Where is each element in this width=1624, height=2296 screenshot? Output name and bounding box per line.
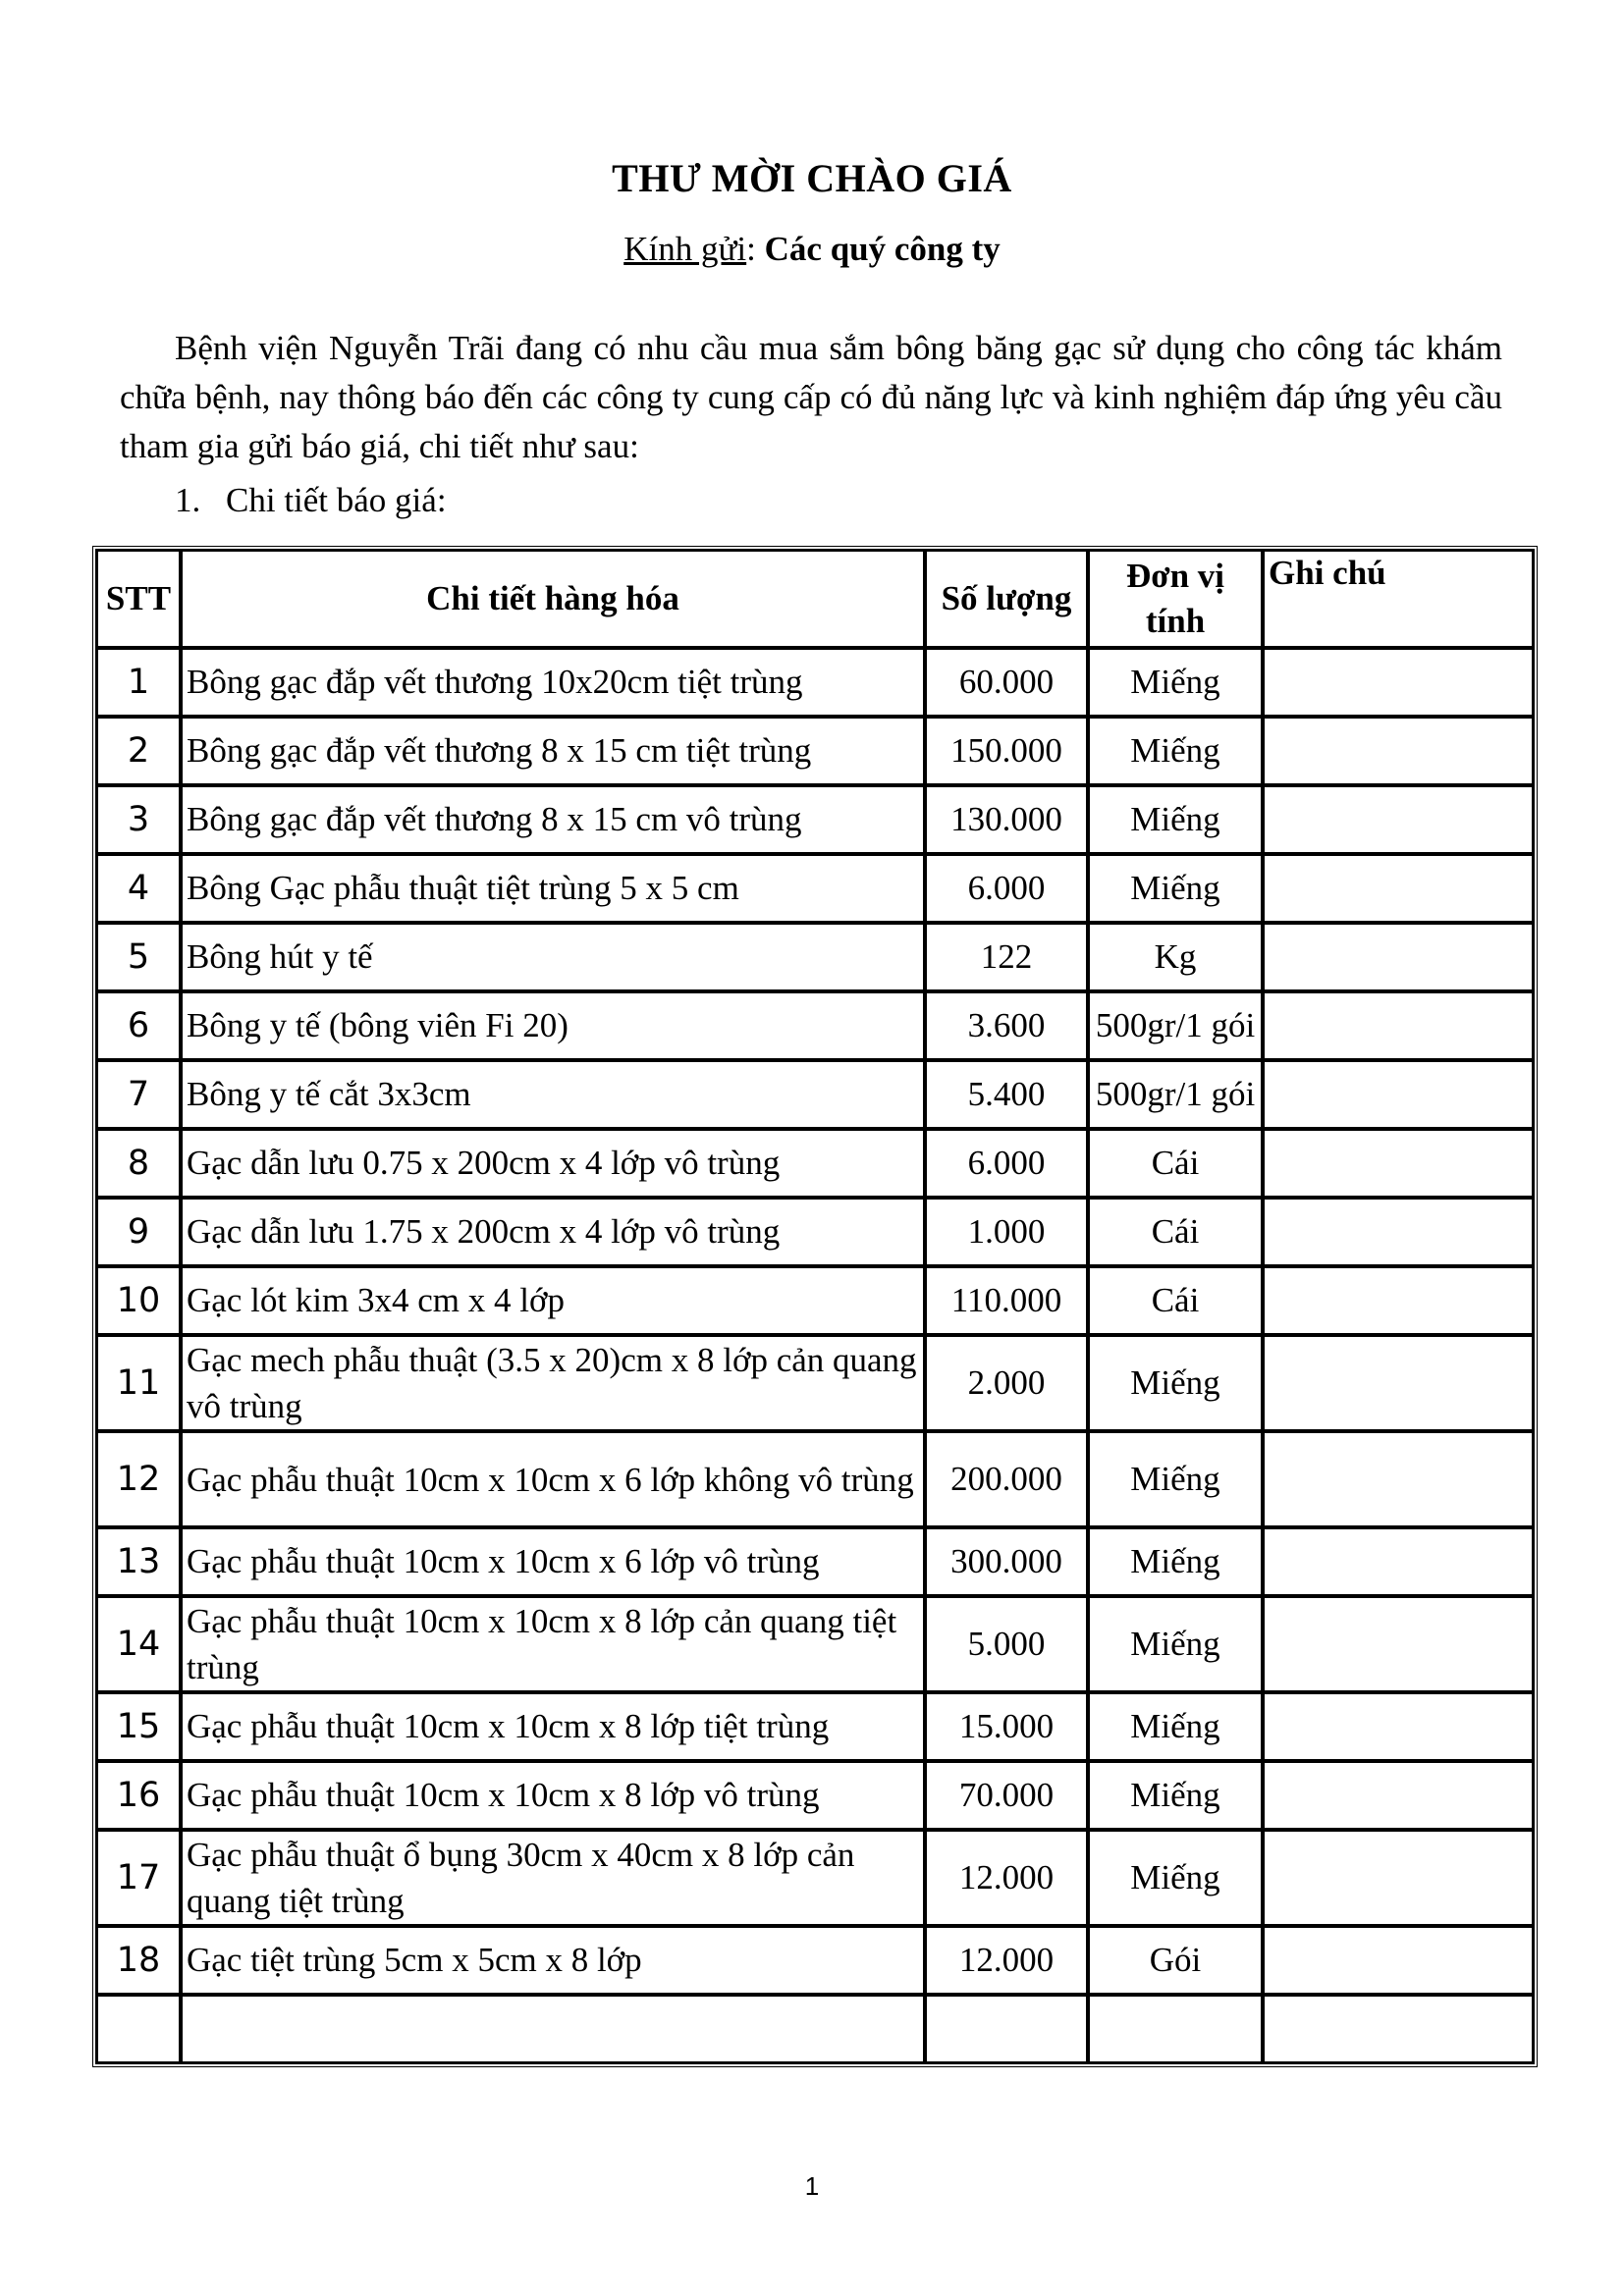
table-row <box>96 1266 1534 1335</box>
document-title: THƯ MỜI CHÀO GIÁ <box>612 156 1012 200</box>
row-quantity: 150.000 <box>925 717 1088 785</box>
row-stt: 7 <box>96 1060 181 1129</box>
row-unit: Miếng <box>1088 854 1263 923</box>
header-item: Chi tiết hàng hóa <box>181 550 925 648</box>
empty-cell <box>96 1995 181 2063</box>
header-stt: STT <box>96 550 181 648</box>
table-row <box>96 1761 1534 1830</box>
row-unit: Cái <box>1088 1266 1263 1335</box>
table-row <box>96 1335 1534 1431</box>
row-stt: 10 <box>96 1266 181 1335</box>
page-number: 1 <box>804 2171 820 2201</box>
row-quantity: 2.000 <box>925 1335 1088 1431</box>
row-note <box>1263 1926 1534 1995</box>
row-note <box>1263 854 1534 923</box>
row-note <box>1263 1431 1534 1527</box>
row-quantity: 12.000 <box>925 1926 1088 1995</box>
row-item: Gạc tiệt trùng 5cm x 5cm x 8 lớp <box>181 1926 925 1995</box>
row-unit: 500gr/1 gói <box>1088 1060 1263 1129</box>
row-stt: 9 <box>96 1198 181 1266</box>
row-quantity: 1.000 <box>925 1198 1088 1266</box>
row-note <box>1263 1692 1534 1761</box>
row-note <box>1263 1060 1534 1129</box>
table-row <box>96 923 1534 991</box>
row-stt: 6 <box>96 991 181 1060</box>
table-row <box>96 1129 1534 1198</box>
row-unit: Miếng <box>1088 1431 1263 1527</box>
greeting-label: Kính gửi <box>623 230 747 268</box>
table-row <box>96 717 1534 785</box>
row-unit: Miếng <box>1088 1830 1263 1926</box>
header-unit-line2: tính <box>1145 602 1206 640</box>
row-note <box>1263 648 1534 717</box>
row-item: Gạc phẫu thuật 10cm x 10cm x 6 lớp không vô trùng <box>181 1431 925 1527</box>
greeting-line <box>0 230 1624 269</box>
row-quantity: 3.600 <box>925 991 1088 1060</box>
row-quantity: 12.000 <box>925 1830 1088 1926</box>
row-note <box>1263 1830 1534 1926</box>
row-unit: Miếng <box>1088 785 1263 854</box>
table-row <box>96 1198 1534 1266</box>
section-number: 1. <box>175 481 201 519</box>
table-row <box>96 1596 1534 1692</box>
row-stt: 11 <box>96 1335 181 1431</box>
row-unit: Cái <box>1088 1198 1263 1266</box>
row-note <box>1263 1129 1534 1198</box>
table-row <box>96 785 1534 854</box>
row-item: Bông hút y tế <box>181 923 925 991</box>
row-note <box>1263 1596 1534 1692</box>
row-unit: Miếng <box>1088 717 1263 785</box>
row-quantity: 70.000 <box>925 1761 1088 1830</box>
row-item: Gạc dẫn lưu 0.75 x 200cm x 4 lớp vô trùng <box>181 1129 925 1198</box>
row-stt: 16 <box>96 1761 181 1830</box>
row-note <box>1263 991 1534 1060</box>
quote-table <box>92 546 1538 2067</box>
row-note <box>1263 1266 1534 1335</box>
row-unit: Miếng <box>1088 1596 1263 1692</box>
intro-paragraph: Bệnh viện Nguyễn Trãi đang có nhu cầu mua sắm bông băng gạc sử dụng cho công tác khám chữa bệnh, nay thông báo đến các công ty cung cấp có đủ năng lực và kinh nghiệm đáp ứng yêu cầu tham gia gửi báo giá, chi tiết như sau: <box>120 329 1502 465</box>
row-item: Gạc phẫu thuật 10cm x 10cm x 8 lớp cản quang tiệt trùng <box>181 1596 925 1692</box>
row-stt: 2 <box>96 717 181 785</box>
empty-cell <box>925 1995 1088 2063</box>
empty-cell <box>1088 1995 1263 2063</box>
row-note <box>1263 1335 1534 1431</box>
row-unit: Kg <box>1088 923 1263 991</box>
row-item: Gạc phẫu thuật 10cm x 10cm x 8 lớp tiệt trùng <box>181 1692 925 1761</box>
table-row <box>96 648 1534 717</box>
section-title: Chi tiết báo giá: <box>226 481 447 519</box>
row-note <box>1263 1198 1534 1266</box>
table-row <box>96 1431 1534 1527</box>
greeting-separator: : <box>746 230 765 268</box>
row-item: Gạc lót kim 3x4 cm x 4 lớp <box>181 1266 925 1335</box>
row-note <box>1263 785 1534 854</box>
row-stt: 12 <box>96 1431 181 1527</box>
row-stt: 8 <box>96 1129 181 1198</box>
row-note <box>1263 1527 1534 1596</box>
row-stt: 4 <box>96 854 181 923</box>
row-quantity: 130.000 <box>925 785 1088 854</box>
table-row <box>96 1692 1534 1761</box>
row-note <box>1263 923 1534 991</box>
row-stt: 15 <box>96 1692 181 1761</box>
row-item: Gạc dẫn lưu 1.75 x 200cm x 4 lớp vô trùng <box>181 1198 925 1266</box>
table-row-empty <box>96 1995 1534 2063</box>
row-note <box>1263 1761 1534 1830</box>
row-unit: Miếng <box>1088 1692 1263 1761</box>
row-quantity: 5.400 <box>925 1060 1088 1129</box>
row-item: Gạc phẫu thuật ổ bụng 30cm x 40cm x 8 lớp cản quang tiệt trùng <box>181 1830 925 1926</box>
row-item: Gạc mech phẫu thuật (3.5 x 20)cm x 8 lớp cản quang vô trùng <box>181 1335 925 1431</box>
row-item: Gạc phẫu thuật 10cm x 10cm x 8 lớp vô trùng <box>181 1761 925 1830</box>
table-row <box>96 1060 1534 1129</box>
table-row <box>96 1527 1534 1596</box>
row-quantity: 6.000 <box>925 854 1088 923</box>
row-stt: 1 <box>96 648 181 717</box>
header-unit <box>1088 550 1263 648</box>
header-unit-line1: Đơn vị <box>1125 557 1225 595</box>
row-quantity: 110.000 <box>925 1266 1088 1335</box>
header-qty: Số lượng <box>925 550 1088 648</box>
row-quantity: 60.000 <box>925 648 1088 717</box>
row-unit: Gói <box>1088 1926 1263 1995</box>
row-stt: 5 <box>96 923 181 991</box>
section-heading <box>175 481 447 520</box>
row-item: Bông y tế cắt 3x3cm <box>181 1060 925 1129</box>
row-quantity: 15.000 <box>925 1692 1088 1761</box>
row-unit: Miếng <box>1088 1335 1263 1431</box>
empty-cell <box>181 1995 925 2063</box>
row-item: Gạc phẫu thuật 10cm x 10cm x 6 lớp vô trùng <box>181 1527 925 1596</box>
greeting-recipient: Các quý công ty <box>764 230 1001 268</box>
row-note <box>1263 717 1534 785</box>
row-stt: 14 <box>96 1596 181 1692</box>
row-unit: Miếng <box>1088 1761 1263 1830</box>
row-stt: 17 <box>96 1830 181 1926</box>
row-item: Bông Gạc phẫu thuật tiệt trùng 5 x 5 cm <box>181 854 925 923</box>
row-item: Bông gạc đắp vết thương 10x20cm tiệt trùng <box>181 648 925 717</box>
table-row <box>96 1830 1534 1926</box>
empty-cell <box>1263 1995 1534 2063</box>
row-quantity: 6.000 <box>925 1129 1088 1198</box>
row-quantity: 5.000 <box>925 1596 1088 1692</box>
row-unit: 500gr/1 gói <box>1088 991 1263 1060</box>
row-quantity: 300.000 <box>925 1527 1088 1596</box>
row-item: Bông gạc đắp vết thương 8 x 15 cm tiệt trùng <box>181 717 925 785</box>
table-header-row <box>96 550 1534 648</box>
row-quantity: 200.000 <box>925 1431 1088 1527</box>
row-quantity: 122 <box>925 923 1088 991</box>
row-stt: 13 <box>96 1527 181 1596</box>
table-row <box>96 854 1534 923</box>
row-unit: Miếng <box>1088 1527 1263 1596</box>
table-row <box>96 1926 1534 1995</box>
row-stt: 3 <box>96 785 181 854</box>
row-unit: Cái <box>1088 1129 1263 1198</box>
header-note: Ghi chú <box>1263 550 1534 648</box>
table-row <box>96 991 1534 1060</box>
row-item: Bông y tế (bông viên Fi 20) <box>181 991 925 1060</box>
row-unit: Miếng <box>1088 648 1263 717</box>
row-item: Bông gạc đắp vết thương 8 x 15 cm vô trùng <box>181 785 925 854</box>
row-stt: 18 <box>96 1926 181 1995</box>
